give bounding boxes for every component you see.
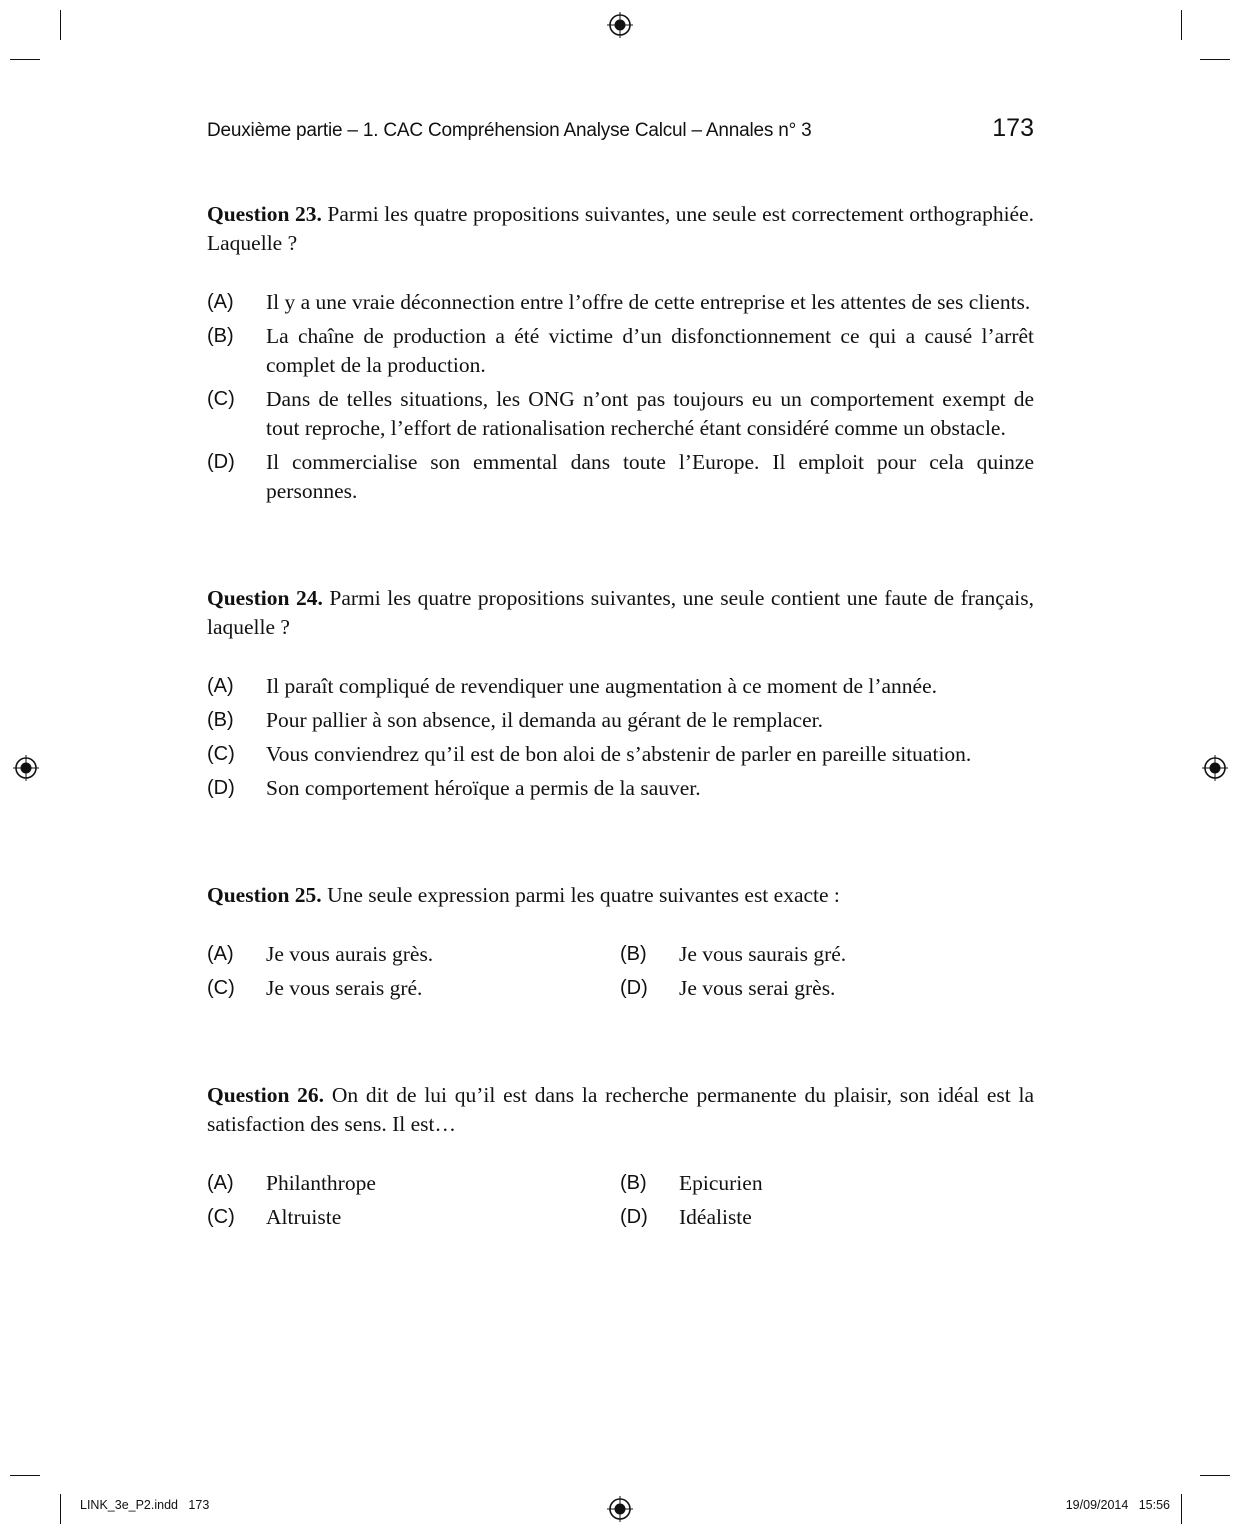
question-stem — [207, 200, 1034, 258]
question-stem — [207, 881, 1034, 910]
registration-mark-icon — [13, 755, 39, 781]
option-text: Son comportement héroïque a permis de la sauver. — [266, 776, 701, 800]
option-text: Epicurien — [679, 1171, 763, 1195]
answer-option — [620, 940, 1034, 969]
option-letter: (D) — [620, 977, 648, 999]
page-content — [207, 200, 1034, 1232]
option-letter: (D) — [207, 777, 235, 799]
question-label: Question 25. — [207, 883, 322, 907]
question-stem — [207, 584, 1034, 642]
option-text: Je vous serais gré. — [266, 976, 423, 1000]
answer-option — [620, 1169, 1034, 1198]
crop-mark — [60, 1494, 61, 1524]
question-26 — [207, 1081, 1034, 1232]
question-label: Question 26. — [207, 1083, 325, 1107]
option-text: Je vous serai grès. — [679, 976, 836, 1000]
answer-options — [207, 1169, 1034, 1232]
option-letter: (A) — [207, 291, 234, 313]
option-letter: (B) — [620, 1172, 647, 1194]
answer-option — [207, 774, 1034, 803]
question-25 — [207, 881, 1034, 1003]
option-text: Pour pallier à son absence, il demanda au gérant de le remplacer. — [266, 708, 823, 732]
running-header — [207, 114, 1034, 148]
answer-option — [207, 740, 1034, 769]
option-text: Il paraît compliqué de revendiquer une augmentation à ce moment de l’année. — [266, 674, 938, 698]
option-letter: (D) — [207, 451, 235, 473]
crop-mark — [1181, 1494, 1182, 1524]
answer-option — [207, 288, 1034, 317]
question-24 — [207, 584, 1034, 803]
option-text: Dans de telles situations, les ONG n’ont pas toujours eu un comportement exempt de tout reproche, l’effort de rationalisation recherché étant considéré comme un obstacle. — [266, 387, 1034, 440]
option-letter: (B) — [620, 943, 647, 965]
answer-options — [207, 288, 1034, 506]
question-label: Question 23. — [207, 202, 322, 226]
crop-mark — [1200, 59, 1230, 60]
answer-option — [207, 974, 620, 1003]
answer-option — [207, 385, 1034, 443]
answer-option — [207, 1169, 620, 1198]
option-letter: (D) — [620, 1206, 648, 1228]
question-text: On dit de lui qu’il est dans la recherche permanente du plaisir, son idéal est la satisfaction des sens. Il est… — [207, 1083, 1034, 1136]
option-letter: (C) — [207, 977, 235, 999]
answer-options — [207, 940, 1034, 1003]
crop-mark — [10, 59, 40, 60]
answer-option — [207, 322, 1034, 380]
crop-mark — [1200, 1475, 1230, 1476]
question-23 — [207, 200, 1034, 506]
option-letter: (A) — [207, 1172, 234, 1194]
question-stem — [207, 1081, 1034, 1139]
option-letter: (B) — [207, 709, 234, 731]
option-text: Je vous aurais grès. — [266, 942, 434, 966]
answer-option — [207, 448, 1034, 506]
option-text: Idéaliste — [679, 1205, 752, 1229]
question-text: Parmi les quatre propositions suivantes, une seule contient une faute de français, laquelle ? — [207, 586, 1035, 639]
question-text: Une seule expression parmi les quatre suivantes est exacte : — [327, 883, 840, 907]
question-text: Parmi les quatre propositions suivantes, une seule est correctement orthographiée. Laquelle ? — [207, 202, 1035, 255]
question-label: Question 24. — [207, 586, 323, 610]
option-letter: (A) — [207, 943, 234, 965]
answer-option — [620, 1203, 1034, 1232]
option-text: Je vous saurais gré. — [679, 942, 847, 966]
slug-file-name: LINK_3e_P2.indd 173 — [80, 1498, 210, 1512]
running-title: Deuxième partie – 1. CAC Compréhension Analyse Calcul – Annales n° 3 — [207, 120, 812, 141]
option-letter: (C) — [207, 1206, 235, 1228]
option-text: La chaîne de production a été victime d’un disfonctionnement ce qui a causé l’arrêt complet de la production. — [266, 324, 1034, 377]
answer-options — [207, 672, 1034, 803]
registration-mark-icon — [1202, 755, 1228, 781]
crop-mark — [1181, 10, 1182, 40]
answer-option — [207, 672, 1034, 701]
option-text: Il commercialise son emmental dans toute l’Europe. Il emploit pour cela quinze personnes. — [266, 450, 1034, 503]
option-text: Vous conviendrez qu’il est de bon aloi de s’abstenir de parler en pareille situation. — [266, 742, 972, 766]
option-text: Altruiste — [266, 1205, 342, 1229]
crop-mark — [10, 1475, 40, 1476]
slug-datetime: 19/09/2014 15:56 — [1065, 1498, 1170, 1512]
page-number: 173 — [992, 114, 1034, 142]
option-letter: (A) — [207, 675, 234, 697]
option-letter: (C) — [207, 388, 235, 410]
option-letter: (C) — [207, 743, 235, 765]
crop-mark — [60, 10, 61, 40]
answer-option — [620, 974, 1034, 1003]
answer-option — [207, 940, 620, 969]
option-text: Il y a une vraie déconnection entre l’offre de cette entreprise et les attentes de ses clients. — [266, 290, 1031, 314]
option-letter: (B) — [207, 325, 234, 347]
registration-mark-icon — [607, 1496, 633, 1522]
answer-option — [207, 706, 1034, 735]
answer-option — [207, 1203, 620, 1232]
registration-mark-icon — [607, 12, 633, 38]
option-text: Philanthrope — [266, 1171, 376, 1195]
